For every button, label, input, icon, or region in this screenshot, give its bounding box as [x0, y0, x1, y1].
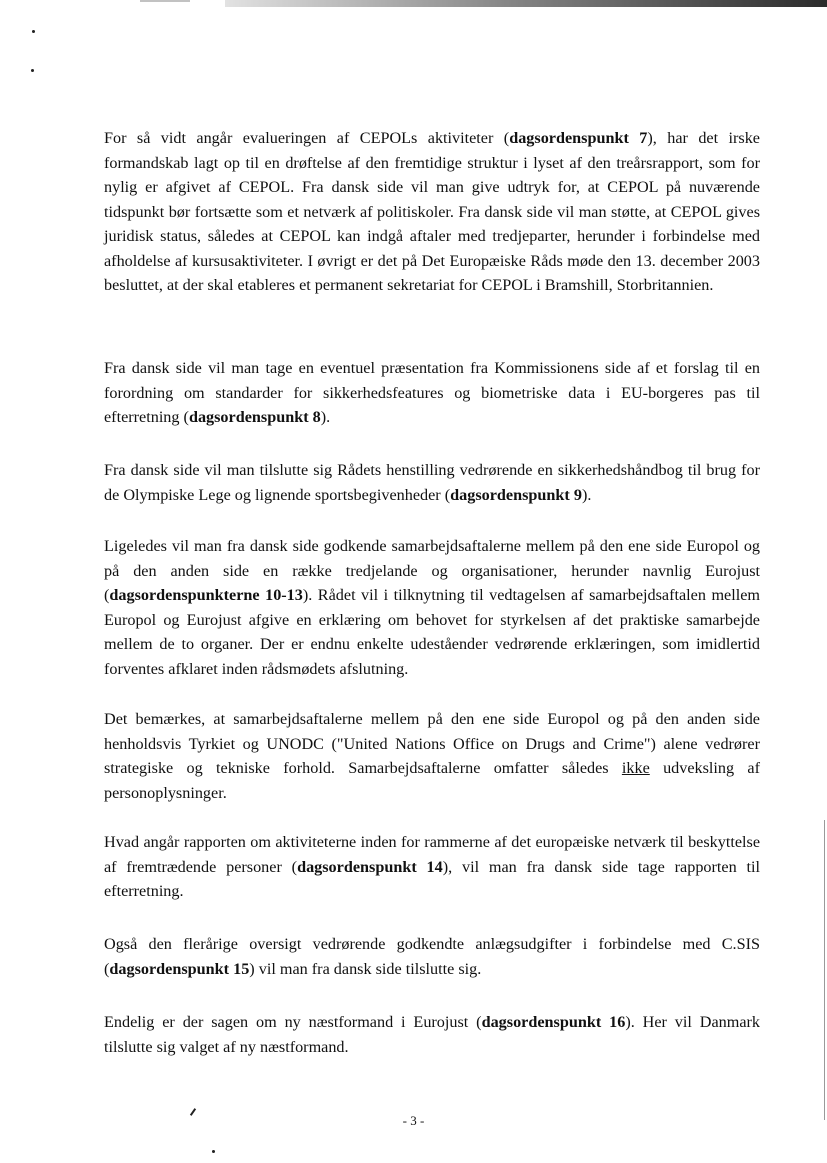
- paragraph-text: udveksling af personoplysninger.: [104, 759, 760, 802]
- paragraph-text: Endelig er der sagen om ny næstformand i Eurojust (: [104, 1013, 482, 1031]
- paragraph-text: ). Her vil Danmark tilslutte sig valget af ny næstformand.: [104, 1013, 760, 1056]
- scan-speck: [212, 1150, 215, 1153]
- paragraph-biometrics: [104, 356, 760, 430]
- paragraph-text: Hvad angår rapporten om aktiviteterne inden for rammerne af det europæiske netværk til beskyttelse af fremtrædende personer (: [104, 833, 760, 876]
- paragraph-europol-agreements: [104, 534, 760, 681]
- page-number: - 3 -: [402, 1113, 425, 1128]
- paragraph-text: For så vidt angår evalueringen af CEPOLs aktiviteter (: [104, 129, 510, 147]
- underlined-word: ikke: [621, 759, 650, 777]
- paragraph-text: ), vil man fra dansk side tage rapporten til efterretning.: [104, 857, 760, 900]
- paragraph-olympics: [104, 458, 760, 507]
- paragraph-eurojust-vice-president: [104, 1010, 760, 1059]
- agenda-item-reference: dagsordenspunkt 7: [509, 129, 648, 147]
- paragraph-cepol: [104, 126, 760, 298]
- paragraph-text: Ligeledes vil man fra dansk side godkende samarbejdsaftalerne mellem på den ene side Europol og på den anden side en række tredjelande og organisationer, herunder navnlig Eurojust (: [104, 537, 760, 604]
- scan-artifact-edge: [824, 820, 825, 1120]
- paragraph-text: Det bemærkes, at samarbejdsaftalerne mellem på den ene side Europol og på den anden side henholdsvis Tyrkiet og UNODC ("United Nations Office on Drugs and Crime") alene vedrører strategiske og tekniske forhold. Samarbejdsaftalerne omfatter således: [104, 710, 760, 777]
- paragraph-text: ), har det irske formandskab lagt op til en drøftelse af den fremtidige struktur i lyset af den treårsrapport, som for nylig er afgivet af CEPOL. Fra dansk side vil man give udtryk for, at CEPOL på nuværende tidspunkt bør fortsætte som et netværk af politiskoler. Fra dansk side vil man støtte, at CEPOL gives juridisk status, således at CEPOL kan indgå aftaler med tredjeparter, herunder i forbindelse med afholdelse af kursusaktiviteter. I øvrigt er det på Det Europæiske Råds møde den 13. december 2003 besluttet, at der skal etableres et permanent sekretariat for CEPOL i Bramshill, Storbritannien.: [104, 129, 760, 294]
- paragraph-text: Fra dansk side vil man tilslutte sig Rådets henstilling vedrørende en sikkerhedshåndbog til brug for de Olympiske Lege og lignende sportsbegivenheder (: [104, 461, 760, 504]
- scan-artifact-top: [225, 0, 827, 7]
- paragraph-text: ).: [320, 408, 331, 426]
- paragraph-text: ) vil man fra dansk side tilslutte sig.: [249, 959, 482, 978]
- agenda-item-reference: dagsordenspunkt 14: [297, 857, 443, 876]
- agenda-item-reference: dagsordenspunkt 15: [109, 959, 250, 978]
- paragraph-text: ).: [581, 485, 592, 504]
- scan-speck: [31, 69, 34, 72]
- agenda-item-reference: dagsordenspunkterne 10-13: [109, 586, 303, 604]
- agenda-item-reference: dagsordenspunkt 9: [450, 485, 582, 504]
- paragraph-turkey-unodc: [104, 707, 760, 805]
- scan-speck: [32, 30, 35, 33]
- paragraph-text: Fra dansk side vil man tage en eventuel præsentation fra Kommissionens side af et forslag til en forordning om standarder for sikkerhedsfeatures og biometriske data i EU-borgeres pas til efterretning (: [104, 359, 760, 426]
- paragraph-protection-network: [104, 830, 760, 904]
- scan-artifact-line: [140, 0, 190, 2]
- paragraph-csis: [104, 932, 760, 981]
- agenda-item-reference: dagsordenspunkt 16: [481, 1013, 626, 1031]
- paragraph-text: ). Rådet vil i tilknytning til vedtagelsen af samarbejdsaftalen mellem Europol og Eurojust afgive en erklæring om behovet for styrkelsen af det praktiske samarbejde mellem de to organer. Der er endnu enkelte udeståender vedrørende erklæringen, som imidlertid forventes afklaret inden rådsmødets afslutning.: [104, 586, 760, 678]
- agenda-item-reference: dagsordenspunkt 8: [188, 408, 321, 426]
- paragraph-text: Også den flerårige oversigt vedrørende godkendte anlægsudgifter i forbindelse med C.SIS (: [104, 935, 760, 978]
